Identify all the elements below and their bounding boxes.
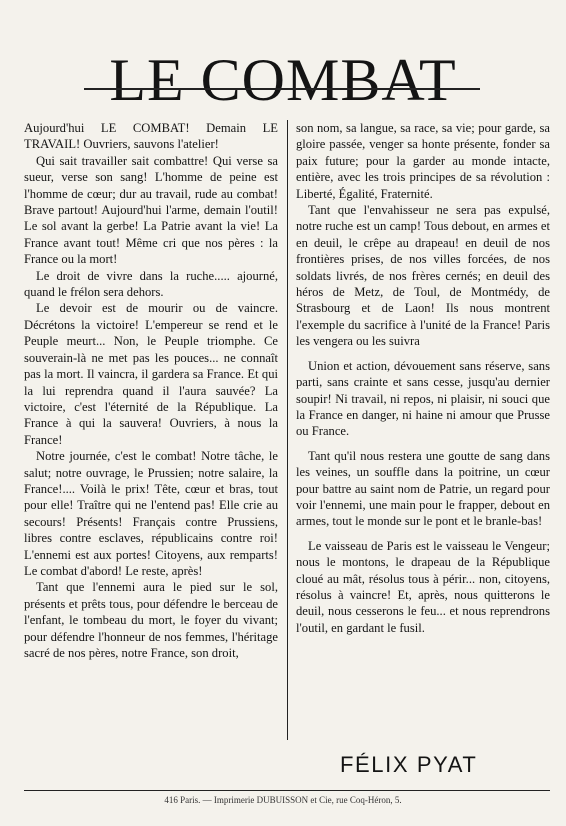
printer-imprint: 416 Paris. — Imprimerie DUBUISSON et Cie, rue Coq-Héron, 5.	[164, 795, 402, 805]
paragraph: Le devoir est de mourir ou de vaincre. Décrétons la victoire! L'empereur se rend et le Peuple meurt... Non, le Peuple triomphe. Ce souverain-là ne met pas les pouces... ne connaît pas la mort. Il vaincra, il gardera sa France. Et qui la lui reprendra quand il l'aura sauvée? La victoire, c'est l'éternité de la République. La France à qui la sauvera! Ouvriers, à nous la France!	[24, 301, 278, 447]
title-rule	[84, 88, 480, 90]
paragraph: Notre journée, c'est le combat! Notre tâche, le salut; notre ouvrage, le Prussien; notre salaire, la France!.... Voilà le prix! Tête, cœur et bras, tout pour elle! Traître qui ne l'entend pas! Elle crie au secours! Présents! Français contre Prussiens, libres contre esclaves, républicains contre roi! L'ennemi est aux portes! Citoyens, aux remparts! Le combat d'abord! Le reste, après!	[24, 449, 278, 578]
paragraph: Aujourd'hui LE COMBAT! Demain LE TRAVAIL! Ouvriers, sauvons l'atelier!	[24, 121, 278, 152]
right-column	[296, 120, 550, 636]
paragraph: son nom, sa langue, sa race, sa vie; pour garde, sa gloire passée, venger sa honte présente, fonder sa paix future; pour la garder au monde intacte, entière, avec les trois principes de sa révolution : Liberté, Égalité, Fraternité.	[296, 121, 550, 201]
article-body	[24, 120, 550, 740]
signature: FÉLIX PYAT	[340, 752, 478, 777]
imprint-rule	[24, 790, 550, 791]
paragraph: Tant que l'envahisseur ne sera pas expulsé, notre ruche est un camp! Tous debout, en armes et en deuil, le crêpe au drapeau! en deuil de nos frontières prises, de nos villes forcées, de nos soldats livrés, de nos frères cernés; en deuil des héros de Metz, de Toul, de Montmédy, de Strasbourg et de Laon! Ils nous montrent l'exemple du sacrifice à l'unité de la France! Paris les vengera ou les suivra	[296, 203, 550, 349]
page-title: LE COMBAT	[109, 47, 457, 114]
paragraph: Union et action, dévouement sans réserve, sans parti, sans crainte et sans cesse, jusqu'au dernier soupir! Ni travail, ni repos, ni plaisir, ni souci que la France en danger, ni haine ni amour que Prusse ou France.	[296, 358, 550, 439]
column-divider	[287, 120, 288, 740]
paragraph: Le vaisseau de Paris est le vaisseau le Vengeur; nous le montons, le drapeau de la République cloué au mât, résolus tous à périr... non, citoyens, résolus à vaincre! Et, après, nous quitterons le deuil, nous cesserons le feu... et nous reprendrons l'outil, en gardant le fusil.	[296, 538, 550, 635]
paragraph: Tant qu'il nous restera une goutte de sang dans les veines, un souffle dans la poitrine, un cœur pour battre au saint nom de Patrie, un regard pour voir l'ennemi, une main pour le frapper, debout en armes, tout le monde sur le pont et le branle-bas!	[296, 448, 550, 529]
paragraph: Qui sait travailler sait combattre! Qui verse sa sueur, verse son sang! L'homme de peine est l'homme de cœur; dur au travail, rude au combat! Brave partout! Aujourd'hui l'arme, demain l'outil! Le sol avant la gerbe! La Patrie avant la vie! La France avant tout! Même cri que nos pères : la France ou la mort!	[24, 153, 278, 267]
left-column	[24, 120, 278, 661]
paragraph: Tant que l'ennemi aura le pied sur le sol, présents et prêts tous, pour défendre le berceau de l'enfant, le tombeau du mort, le foyer du vivant; pour défendre l'honneur de nos femmes, l'héritage sacré de nos pères, notre France, son droit,	[24, 580, 278, 660]
paragraph: Le droit de vivre dans la ruche..... ajourné, quand le frélon sera dehors.	[24, 268, 278, 300]
